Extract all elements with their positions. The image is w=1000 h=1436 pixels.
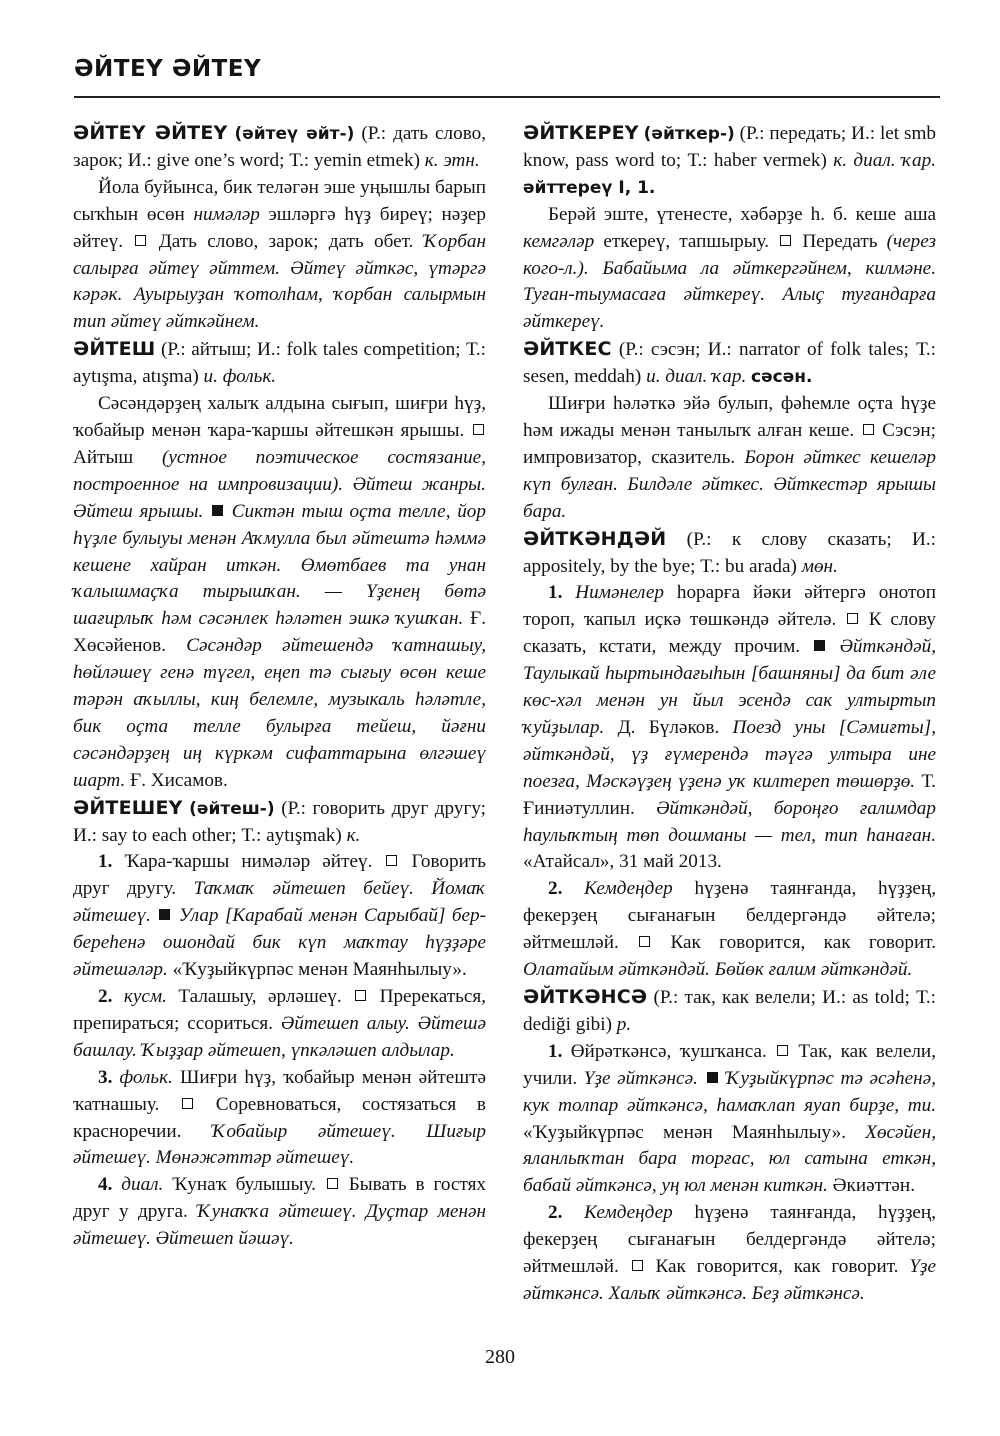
definition-text: һүҙенә таянғанда, һүҙҙең, фекерҙең сығанағын белдергәндә әйтелә; әйтмешләй. [523, 1202, 936, 1278]
left-column [73, 120, 486, 1253]
examples: Борон әйткес кешеләр күп булған. Билдәле әйткес. Әйткестәр ярышы бара. [523, 446, 936, 522]
translations: (Р.: так, как велели; И.: as told; Т.: dediği gibi) [523, 987, 936, 1035]
russian-marker-icon [847, 613, 858, 624]
sense-3 [73, 1065, 486, 1173]
sense-number: 2. [548, 878, 563, 900]
russian-equivalent: Передать [793, 230, 887, 252]
header-rule [74, 96, 940, 98]
definition-text: эшләргә һүҙ биреү; нәҙер әйтеү. [73, 203, 487, 252]
definition-text: Сәсәндәрҙең халыҡ алдына сығып, шиғри һүҙ, ҡобайыр менән ҡара-ҡаршы әйтешкән ярышы. [73, 393, 486, 441]
examples: Үҙе әйткәнсә. [583, 1067, 705, 1089]
russian-note: (устное поэтическое состязание, построенное на импровизации). [73, 446, 486, 495]
entry-aitkes [523, 336, 936, 391]
sense-number: 2. [98, 986, 113, 1007]
russian-equivalent: Говорить друг другу. [73, 851, 486, 900]
examples: Ҡунаҡҡа әйтешеү. Дуҫтар менән әйтешеү. Әйтешеп йәшәү. [73, 1201, 486, 1250]
quotation-marker-icon [159, 909, 170, 920]
russian-marker-icon [182, 1098, 193, 1109]
russian-marker-icon [777, 1045, 788, 1056]
quotation-source: Ғ. Хисамов. [125, 769, 228, 791]
examples: Ҡобайыр әйтешеү. Шиғыр әйтешеү. Мөнәжәттәр әйтешеү. [73, 1120, 486, 1169]
entry-aitkereu [523, 120, 936, 202]
definition-text: Шиғри һәләткә эйә булып, фәһемле оҫта һүҙе һәм ижады менән танылыҡ алған кеше. [523, 393, 936, 441]
word-form: (әйтеш-) [189, 798, 275, 819]
part-of-speech: к. [346, 824, 361, 846]
examples: Үҙе әйткәнсә. Халыҡ әйткәнсә. Беҙ әйткәнсә. [523, 1256, 936, 1304]
definition-text: һүҙенә таянғанда, һүҙҙең, фекерҙең сығанағын белдергәндә әйтелә; әйтмешләй. [523, 878, 936, 954]
quotation-source: «Ҡуҙыйкүрпәс менән Маянһылыу». [523, 1121, 847, 1143]
translations: (Р.: к слову сказать; И.: appositely, by the bye; Т.: bu arada) [523, 528, 936, 577]
russian-marker-icon [386, 855, 397, 866]
cross-reference: әйттереү I, 1. [523, 177, 656, 198]
russian-marker-icon [355, 990, 366, 1001]
russian-equivalent: Как говорится, как говорит. [644, 1256, 910, 1278]
russian-equivalent: Сэсэн; импровизатор, сказитель. [523, 419, 936, 468]
sense-1 [523, 580, 936, 876]
russian-equivalent: Айтыш [73, 446, 162, 468]
right-column [523, 120, 936, 1308]
part-of-speech: к. диал. ҡар. [833, 149, 936, 171]
definition-italic: Нимәнелер [562, 582, 664, 604]
russian-equivalent: Так, как велели, учили. [523, 1040, 936, 1089]
headword: ӘЙТЕШ [73, 338, 156, 361]
quotation-source: «Атайсал», 31 май 2013. [523, 851, 722, 873]
examples: Әйтеш жанры. Әйтеш ярышы. [73, 473, 486, 522]
russian-equivalent: К слову сказать, кстати, между прочим. [523, 609, 936, 658]
definition-italic: кемгәләр [523, 230, 595, 252]
quotation-source: Әкиәттән. [827, 1175, 915, 1197]
word-form: (әйткер-) [643, 124, 735, 144]
definition-text: Ҡара-ҡаршы нимәләр әйтеү. [112, 851, 385, 873]
quotation-source: «Ҡуҙыйкүрпәс менән Маянһылыу». [167, 959, 467, 981]
quotation-marker-icon [814, 640, 825, 651]
headword: ӘЙТЕШЕҮ [73, 796, 183, 819]
quotation: Әйткәндәй, бороңғо ғалимдар һаулыҡтың төп дошманы — тел, тип һанаған. [523, 797, 936, 846]
examples: Әйтешеп алыу. Әйтешә башлау. Ҡыҙҙар әйтешеп, үпкәләшеп алдылар. [73, 1012, 486, 1061]
page-number: 280 [485, 1346, 515, 1368]
definition-italic: Кемдеңдер [562, 1202, 673, 1224]
headword: ӘЙТЕҮ ӘЙТЕҮ [73, 122, 228, 144]
definition-italic: Кемдеңдер [562, 878, 673, 900]
part-of-speech: и. диал. ҡар. [646, 366, 752, 388]
translations: (Р.: говорить друг другу; И.: say to each other; Т.: aytışmak) [73, 797, 486, 846]
quotation: Поезд уны [Сәмиғты], әйткәндәй, үҙ ғүмерендә тәүгә ултыра ине поезға, Мәскәүҙең үҙенә уҡ килтереп төшөрҙө. [523, 716, 936, 792]
definition [523, 391, 936, 526]
examples: Бабайыма ла әйткергәйнем, килмәне. Туған-тыумасаға әйткереү. Алыҫ туғандарға әйткереү. [523, 257, 936, 333]
sense-number: 1. [548, 582, 563, 604]
examples: Таҡмаҡ әйтешеп бейеү. Йомаҡ әйтешеү. [73, 878, 486, 927]
examples: Ҡорбан салырға әйтеү әйттем. Әйтеү әйткәс, үтәргә кәрәк. Ауырыуҙан ҡотолһам, ҡорбан салырмын тип әйтеү әйткәйнем. [73, 230, 487, 333]
entry-aitkanse [523, 984, 936, 1039]
sense-2 [523, 876, 936, 984]
russian-equivalent: Дать слово, зарок; дать обет. [148, 230, 424, 252]
running-title: ӘЙТЕҮ ӘЙТЕҮ [74, 56, 262, 82]
headword: ӘЙТКЕРЕҮ [523, 122, 639, 144]
sense-number: 1. [98, 851, 113, 873]
definition-text: Берәй эште, үтенесте, хәбәрҙе һ. б. кеше аша [548, 203, 936, 225]
quotation: Сиктән тыш оҫта телле, йор һүҙле булыуы менән Аҡмулла был әйтештә һәммә кешене хайран иткән. Өмөтбаев та унан ҡалышмаҫҡа тырышҡан. — Үҙенең бөтә шағирлыҡ һәм сәсәнлек һәләтен эшкә ҡушҡан. [73, 500, 486, 630]
russian-marker-icon [639, 936, 650, 947]
russian-marker-icon [327, 1178, 338, 1189]
russian-marker-icon [473, 424, 484, 435]
sense-4 [73, 1172, 486, 1253]
russian-equivalent: Пререкаться, препираться; ссориться. [73, 986, 486, 1034]
quotation-source: Д. Бүләков. [604, 716, 720, 738]
russian-marker-icon [863, 424, 874, 435]
definition-text: һорарға йәки әйтергә онотоп тороп, ҡапыл иҫкә төшкәндә әйтелә. [523, 582, 937, 631]
quotation: Улар [Карабай менән Сарыбай] бер-береһенә ошондай бик күп маҡтау һүҙҙәре әйтешәләр. [73, 905, 487, 981]
word-form: (әйтеү әйт-) [234, 124, 355, 144]
sense-number: 3. [98, 1066, 113, 1088]
translations: (Р.: айтыш; И.: folk tales competition; Т.: aytışma, atışma) [73, 339, 486, 388]
russian-equivalent: Как говорится, как говорит. [652, 932, 936, 954]
russian-equivalent: Соревноваться, состязаться в красноречии. [73, 1093, 486, 1142]
russian-note: (через кого-л.). [523, 230, 936, 279]
cross-reference: сәсән. [751, 367, 813, 388]
part-of-speech: и. фольк. [203, 366, 277, 388]
sense-2 [73, 984, 486, 1065]
entry-aitesh [73, 336, 486, 391]
sense-number: 4. [98, 1174, 113, 1196]
quotation-source: Ғ. Хөсәйенов. [73, 608, 486, 657]
sense-2 [523, 1200, 936, 1308]
translations: (Р.: дать слово, зарок; И.: give one’s word; Т.: yemin etmek) [73, 123, 487, 171]
entry-aiteshеu [73, 795, 486, 850]
part-of-speech: мөн. [801, 555, 838, 577]
quotation-marker-icon [707, 1072, 718, 1083]
definition-text: Йола буйынса, бик теләгән эше уңышлы барып сыҡһын өсөн [73, 176, 486, 225]
sense-number: 1. [548, 1040, 563, 1062]
definition-text: еткереү, тапшырыу. [594, 230, 779, 252]
entry-aitkandai [523, 526, 936, 581]
definition [73, 175, 486, 336]
entry-aiteu-aiteu [73, 120, 486, 175]
russian-equivalent: Бывать в гостях друг у друга. [73, 1174, 486, 1223]
definition-italic: нимәләр [193, 203, 260, 225]
translations: (Р.: передать; И.: let smb know, pass word to; Т.: haber vermek) [523, 123, 936, 171]
russian-marker-icon [632, 1260, 643, 1271]
quotation: Ҡуҙыйкүрпәс тә әсәһенә, кук толпар әйткәнсә, һамаҡлап яуап бирҙе, ти. [523, 1067, 937, 1116]
russian-marker-icon [780, 235, 791, 246]
usage-label: диал. [112, 1174, 164, 1196]
definition-text: Талашыу, әрләшеү. [166, 986, 354, 1007]
quotation: Хөсәйен, яланлыҡтан бара торғас, юл сатына еткән, бабай әйткәнсә, уң юл менән киткән. [523, 1121, 936, 1197]
sense-1 [523, 1039, 936, 1200]
usage-label: фольк. [112, 1066, 173, 1088]
definition-text: Өйрәткәнсә, ҡушҡанса. [562, 1040, 776, 1062]
headword: ӘЙТКЕС [523, 338, 612, 361]
quotation: Сәсәндәр әйтешендә ҡатнашыу, һөйләшеү генә түгел, еңеп тә сығыу өсөн кеше тәрән аҡыллы, киң белемле, музыкаль һәләтле, бик оҫта телле булырға тейеш, йәғни сәсәндәрҙең иң күркәм сифаттарына өлгәшеү шарт. [73, 635, 486, 791]
definition-text: Шиғри һүҙ, ҡобайыр менән әйтештә ҡатнашыу. [73, 1066, 486, 1115]
part-of-speech: к. этн. [424, 149, 480, 171]
sense-number: 2. [548, 1202, 563, 1224]
translations: (Р.: сэсэн; И.: narrator of folk tales; Т.: sesen, meddah) [523, 339, 936, 388]
sense-1 [73, 849, 486, 984]
headword: ӘЙТКӘНСӘ [523, 986, 648, 1008]
quotation: Әйткәндәй, Таулыкай һыртындағыһын [башняны] да бит әле көс-хәл менән ун йыл эсендә сак ултыртып ҡуйҙылар. [523, 636, 936, 738]
definition [523, 202, 936, 337]
headword: ӘЙТКӘНДӘЙ [523, 527, 667, 550]
definition-text: Ҡунаҡ булышыу. [163, 1174, 325, 1196]
russian-marker-icon [135, 235, 146, 246]
part-of-speech: р. [616, 1013, 632, 1035]
definition [73, 391, 486, 795]
examples: Олатайым әйткәндәй. Бөйөк ғалим әйткәндәй. [523, 959, 913, 981]
quotation-marker-icon [212, 505, 223, 516]
usage-label: кусм. [112, 986, 167, 1007]
quotation-source: Т. Ғиниәтуллин. [523, 770, 936, 819]
